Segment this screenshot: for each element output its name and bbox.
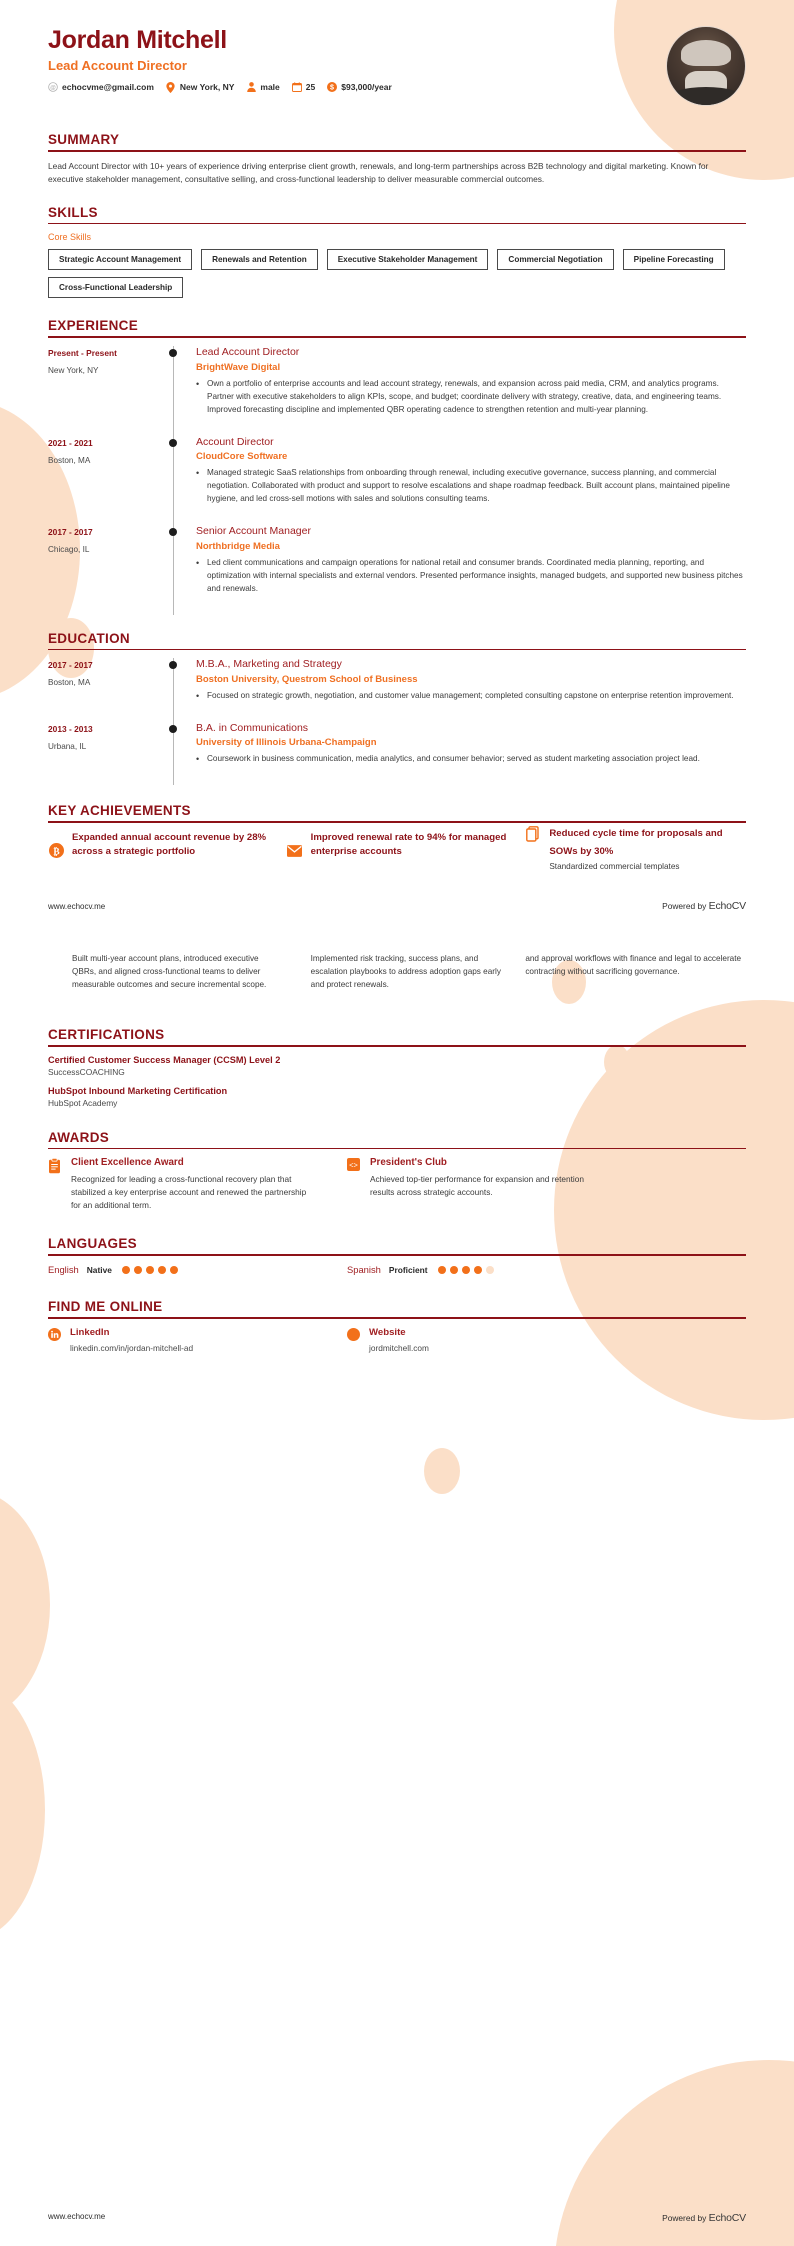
timeline-dot bbox=[169, 439, 177, 447]
language-item bbox=[48, 1264, 309, 1275]
documents-icon bbox=[525, 826, 541, 842]
entry-location: Chicago, IL bbox=[48, 545, 90, 554]
section-experience bbox=[0, 318, 794, 614]
svg-text:@: @ bbox=[50, 85, 56, 92]
entry-meta bbox=[48, 525, 168, 615]
contact-location-value: New York, NY bbox=[179, 82, 235, 92]
contact-email bbox=[48, 82, 154, 92]
summary-text: Lead Account Director with 10+ years of experience driving enterprise client growth, renewals, and long-term partnerships across B2B technology and digital marketing. Known for executive stakeholder management, consultative selling, and cross-functional leadership to deliver measurable commercial outcomes. bbox=[48, 160, 709, 185]
skill-chip[interactable]: Renewals and Retention bbox=[201, 249, 318, 270]
code-icon bbox=[347, 1158, 361, 1174]
entry-bullet: • Coursework in business communication, media analytics, and consumer behavior; served as student marketing association project lead. bbox=[196, 753, 746, 766]
decorative-blob bbox=[424, 1448, 460, 1494]
link-url[interactable]: jordmitchell.com bbox=[369, 1342, 429, 1353]
entry-body bbox=[190, 436, 746, 526]
rating-dot bbox=[122, 1266, 130, 1274]
rating-dot bbox=[486, 1266, 494, 1274]
contact-location bbox=[166, 82, 234, 92]
entry-body bbox=[190, 525, 746, 615]
section-divider bbox=[48, 1148, 746, 1150]
achievement-body: and approval workflows with finance and legal to accelerate contracting without sacrificing governance. bbox=[525, 953, 742, 976]
section-title-certifications: CERTIFICATIONS bbox=[48, 1026, 165, 1042]
section-title-summary: SUMMARY bbox=[48, 132, 120, 147]
contact-gender-value: male bbox=[260, 82, 280, 92]
entry-meta bbox=[48, 346, 168, 436]
education-entry bbox=[48, 722, 746, 786]
certification-issuer: SuccessCOACHING bbox=[48, 1066, 125, 1077]
entry-degree: M.B.A., Marketing and Strategy bbox=[196, 658, 342, 671]
entry-date: 2017 - 2017 bbox=[48, 660, 93, 671]
timeline-dot bbox=[169, 725, 177, 733]
svg-text:<>: <> bbox=[349, 1160, 358, 1170]
link-url[interactable]: linkedin.com/in/jordan-mitchell-ad bbox=[70, 1342, 194, 1353]
timeline-dot bbox=[169, 349, 177, 357]
entry-role: Lead Account Director bbox=[196, 346, 300, 358]
entry-degree: B.A. in Communications bbox=[196, 721, 309, 734]
section-awards bbox=[0, 1130, 794, 1213]
svg-text:$: $ bbox=[330, 83, 335, 92]
achievements-bodies bbox=[0, 952, 794, 991]
section-divider bbox=[48, 150, 746, 152]
experience-entry bbox=[48, 346, 746, 436]
achievement-item bbox=[48, 831, 269, 874]
achievements-body-grid bbox=[48, 952, 746, 991]
skills-chip-list bbox=[48, 249, 746, 298]
clipboard-icon bbox=[48, 1158, 62, 1174]
section-title-experience: EXPERIENCE bbox=[48, 318, 139, 334]
awards-grid bbox=[48, 1157, 608, 1212]
section-education bbox=[0, 631, 794, 786]
certification-name: Certified Customer Success Manager (CCSM) Level 2 bbox=[48, 1054, 281, 1065]
skill-chip[interactable]: Cross-Functional Leadership bbox=[48, 277, 183, 298]
entry-organization: CloudCore Software bbox=[196, 451, 288, 463]
skills-category-label: Core Skills bbox=[48, 232, 92, 243]
section-title-languages: LANGUAGES bbox=[48, 1236, 137, 1252]
section-divider bbox=[48, 1254, 746, 1256]
award-title: Client Excellence Award bbox=[71, 1157, 184, 1169]
timeline-dot bbox=[169, 661, 177, 669]
language-rating bbox=[122, 1266, 178, 1274]
footer-powered-prefix-bottom: Powered by bbox=[662, 2213, 709, 2223]
section-divider bbox=[48, 336, 746, 338]
entry-organization: BrightWave Digital bbox=[196, 361, 281, 373]
entry-date: Present - Present bbox=[48, 348, 117, 358]
avatar-shirt bbox=[667, 87, 745, 106]
timeline-dot bbox=[169, 528, 177, 536]
contact-age-value: 25 bbox=[305, 82, 316, 92]
achievement-head bbox=[525, 823, 746, 874]
envelope-icon bbox=[287, 843, 303, 859]
footer-brand-bottom: EchoCV bbox=[708, 2212, 746, 2224]
entry-bullets bbox=[196, 557, 746, 596]
header-identity bbox=[48, 26, 401, 92]
achievement-body: Implemented risk tracking, success plans, and escalation playbooks to address adoption gaps early and protect renewals. bbox=[310, 953, 501, 989]
job-title: Lead Account Director bbox=[48, 58, 187, 73]
footer-powered-bottom bbox=[662, 2212, 746, 2224]
footer-site[interactable]: www.echocv.me bbox=[48, 901, 106, 911]
rating-dot bbox=[474, 1266, 482, 1274]
section-divider bbox=[48, 1317, 746, 1319]
calendar-icon bbox=[292, 82, 302, 92]
avatar-hair bbox=[681, 40, 731, 66]
education-entry bbox=[48, 658, 746, 722]
footer-powered bbox=[662, 900, 746, 912]
rating-dot bbox=[146, 1266, 154, 1274]
avatar bbox=[666, 26, 746, 106]
rating-dot bbox=[450, 1266, 458, 1274]
entry-body bbox=[190, 722, 746, 786]
award-description: Achieved top-tier performance for expansion and retention results across strategic accounts. bbox=[370, 1174, 585, 1198]
rating-dot bbox=[134, 1266, 142, 1274]
contact-salary bbox=[327, 82, 392, 92]
link-label: Website bbox=[369, 1326, 406, 1338]
section-links bbox=[0, 1299, 794, 1353]
entry-date: 2017 - 2017 bbox=[48, 527, 93, 537]
language-level: Native bbox=[86, 1264, 112, 1275]
award-description: Recognized for leading a cross-functional recovery plan that stabilized a key enterprise account and renewed the partnership for an additional term. bbox=[71, 1174, 307, 1211]
timeline-axis bbox=[168, 722, 190, 786]
entry-meta bbox=[48, 436, 168, 526]
section-title-education: EDUCATION bbox=[48, 630, 130, 646]
entry-body bbox=[190, 346, 746, 436]
certification-item bbox=[48, 1055, 746, 1077]
link-item-linkedin[interactable] bbox=[48, 1327, 309, 1353]
page-title: Jordan Mitchell bbox=[48, 26, 227, 54]
award-item bbox=[347, 1157, 608, 1212]
entry-date: 2021 - 2021 bbox=[48, 437, 93, 448]
skill-chip[interactable]: Commercial Negotiation bbox=[497, 249, 613, 270]
award-item bbox=[48, 1157, 309, 1212]
achievement-title: Expanded annual account revenue by 28% across a strategic portfolio bbox=[72, 831, 267, 857]
section-divider bbox=[48, 649, 746, 651]
entry-date: 2013 - 2013 bbox=[48, 723, 93, 734]
achievement-subtitle: Standardized commercial templates bbox=[549, 861, 680, 871]
link-label: LinkedIn bbox=[70, 1326, 110, 1338]
resume-header bbox=[0, 0, 794, 106]
section-title-awards: AWARDS bbox=[48, 1129, 110, 1145]
skill-chip[interactable]: Executive Stakeholder Management bbox=[327, 249, 489, 270]
timeline-axis bbox=[168, 658, 190, 722]
achievement-title: Reduced cycle time for proposals and SOWs by 30% bbox=[549, 827, 723, 857]
section-summary bbox=[0, 132, 794, 187]
entry-role: Senior Account Manager bbox=[196, 525, 311, 537]
section-languages bbox=[0, 1236, 794, 1275]
languages-grid bbox=[48, 1264, 608, 1275]
certification-name: HubSpot Inbound Marketing Certification bbox=[48, 1085, 228, 1096]
achievement-title: Improved renewal rate to 94% for managed enterprise accounts bbox=[310, 831, 507, 857]
timeline-axis bbox=[168, 525, 190, 615]
entry-bullets bbox=[196, 378, 746, 417]
experience-entry bbox=[48, 436, 746, 526]
entry-bullet: • Own a portfolio of enterprise accounts and lead account strategy, renewals, and expansion across paid media, CRM, and analytics programs. Partner with executive stakeholders to align KPIs, scope, and budget; coordinate delivery with strategy, creative, data, and engineering teams. Improved forecasting discipline and implemented QBR operating cadence to strengthen retention and multi-year planning. bbox=[196, 378, 746, 417]
footer-site-bottom[interactable]: www.echocv.me bbox=[48, 2212, 106, 2221]
section-title-achievements: KEY ACHIEVEMENTS bbox=[48, 803, 191, 819]
links-grid bbox=[48, 1327, 608, 1353]
contact-gender bbox=[246, 82, 279, 92]
experience-entry bbox=[48, 525, 746, 615]
contact-row bbox=[48, 82, 401, 92]
section-achievements bbox=[0, 803, 794, 873]
page-footer bbox=[0, 2212, 794, 2224]
language-item bbox=[347, 1264, 608, 1275]
achievement-item bbox=[287, 831, 508, 874]
entry-location: New York, NY bbox=[48, 366, 99, 375]
rating-dot bbox=[158, 1266, 166, 1274]
footer-powered-prefix: Powered by bbox=[662, 900, 709, 911]
language-name: English bbox=[48, 1264, 79, 1276]
entry-meta bbox=[48, 722, 168, 786]
skill-chip[interactable]: Strategic Account Management bbox=[48, 249, 192, 270]
skill-chip[interactable]: Pipeline Forecasting bbox=[623, 249, 725, 270]
language-rating bbox=[438, 1266, 494, 1274]
svg-text:₿: ₿ bbox=[52, 847, 60, 858]
linkedin-icon bbox=[48, 1328, 61, 1341]
globe-icon bbox=[347, 1328, 360, 1341]
language-level: Proficient bbox=[388, 1264, 428, 1275]
certification-issuer: HubSpot Academy bbox=[48, 1097, 118, 1108]
entry-organization: Northbridge Media bbox=[196, 540, 280, 552]
achievement-item bbox=[525, 827, 746, 874]
entry-bullets bbox=[196, 690, 746, 703]
rating-dot bbox=[438, 1266, 446, 1274]
entry-bullets bbox=[196, 467, 746, 506]
achievement-body: Built multi-year account plans, introduced executive QBRs, and aligned cross-functional teams to deliver measurable outcomes and secure incremental scope. bbox=[72, 953, 267, 989]
section-title-skills: SKILLS bbox=[48, 204, 98, 220]
section-skills bbox=[0, 205, 794, 299]
section-certifications bbox=[0, 1027, 794, 1108]
salary-icon bbox=[327, 82, 337, 92]
email-icon bbox=[48, 82, 58, 92]
certification-item bbox=[48, 1086, 746, 1108]
link-item-website[interactable] bbox=[347, 1327, 608, 1353]
entry-meta bbox=[48, 658, 168, 722]
decorative-blob bbox=[0, 1680, 45, 1940]
entry-bullet: • Focused on strategic growth, negotiation, and customer value management; completed consulting capstone on enterprise retention improvement. bbox=[196, 690, 746, 703]
language-name: Spanish bbox=[347, 1264, 381, 1276]
contact-salary-value: $93,000/year bbox=[341, 82, 392, 92]
bitcoin-icon bbox=[48, 843, 64, 859]
page-footer-band bbox=[0, 900, 794, 912]
timeline-axis bbox=[168, 436, 190, 526]
rating-dot bbox=[462, 1266, 470, 1274]
section-divider bbox=[48, 1045, 746, 1047]
entry-bullet: • Led client communications and campaign operations for national retail and consumer brands. Coordinated media planning, reporting, and optimization with internal specialists and external vendors. Presented performance insights, managed budgets, and supported new business pitches and renewals. bbox=[196, 557, 746, 596]
person-icon bbox=[246, 82, 256, 92]
entry-bullet: • Managed strategic SaaS relationships from onboarding through renewal, including executive governance, success planning, and commercial negotiation. Collaborated with product and support to resolve escalations and shape roadmap feedback. Built account plans, maintained pipeline hygiene, and led cross-sell motions with sales and solutions consulting teams. bbox=[196, 467, 746, 506]
contact-age bbox=[292, 82, 315, 92]
entry-bullets bbox=[196, 753, 746, 766]
location-icon bbox=[166, 82, 176, 92]
entry-role: Account Director bbox=[196, 435, 274, 448]
entry-school: Boston University, Questrom School of Business bbox=[196, 673, 418, 685]
entry-location: Urbana, IL bbox=[48, 741, 87, 751]
timeline-axis bbox=[168, 346, 190, 436]
section-divider bbox=[48, 223, 746, 225]
footer-brand: EchoCV bbox=[708, 899, 746, 912]
entry-location: Boston, MA bbox=[48, 678, 91, 688]
decorative-blob bbox=[0, 1490, 50, 1720]
entry-school: University of Illinois Urbana-Champaign bbox=[196, 737, 377, 749]
section-title-links: FIND ME ONLINE bbox=[48, 1299, 163, 1315]
entry-body bbox=[190, 658, 746, 722]
award-title: President's Club bbox=[370, 1157, 447, 1169]
achievements-grid bbox=[48, 827, 746, 874]
contact-email-value: echocvme@gmail.com bbox=[62, 82, 154, 92]
rating-dot bbox=[170, 1266, 178, 1274]
entry-location: Boston, MA bbox=[48, 455, 91, 465]
